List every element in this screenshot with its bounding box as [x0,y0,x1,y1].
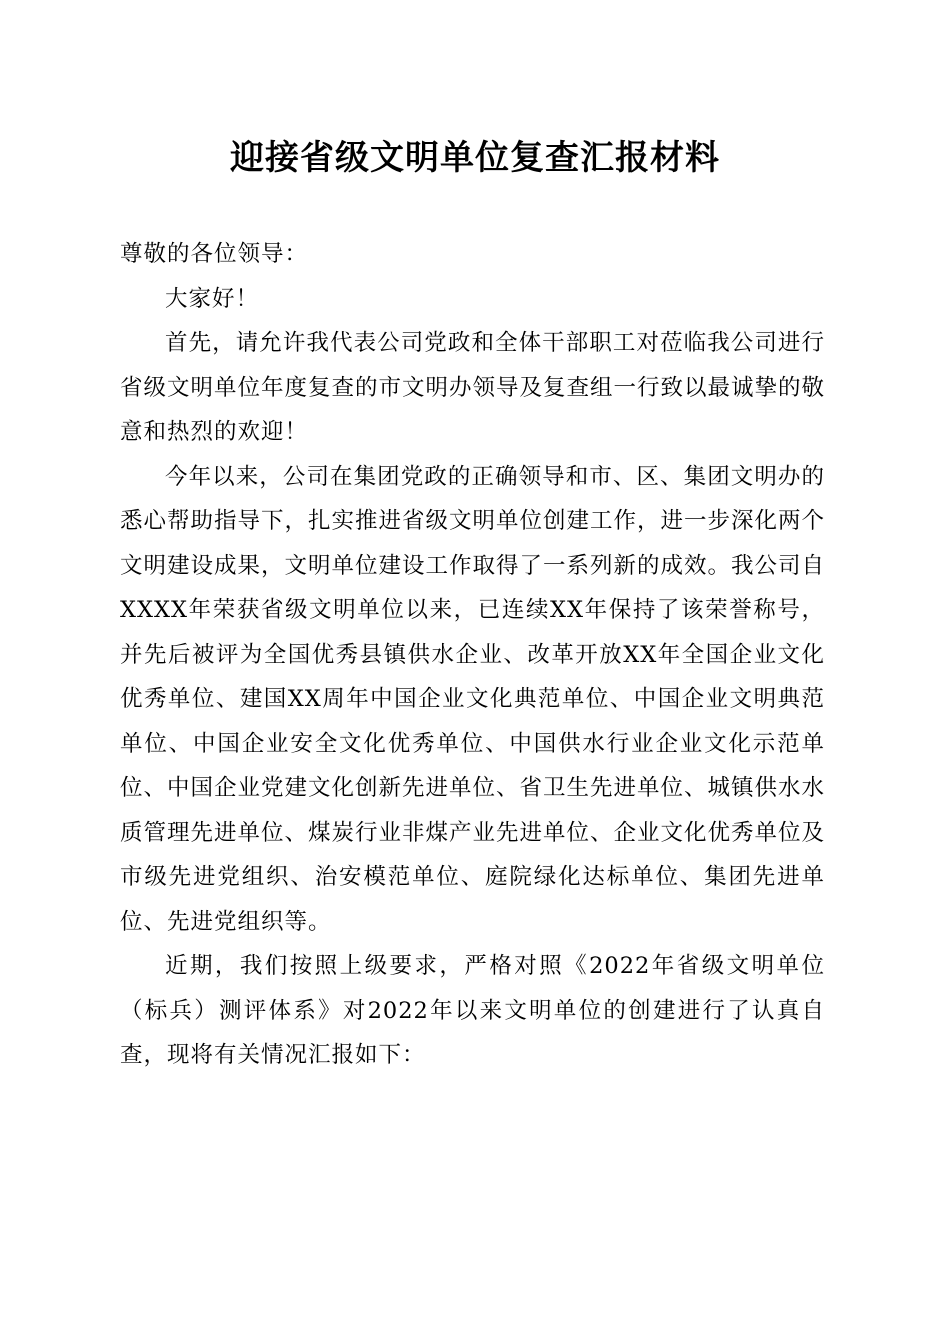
salutation: 尊敬的各位领导： [120,241,309,267]
welcome-paragraph: 首先，请允许我代表公司党政和全体干部职工对莅临我公司进行省级文明单位年度复查的市文明办领导及复查组一行致以最诚挚的敬意和热烈的欢迎！ [120,330,826,445]
greeting-paragraph: 大家好！ [165,285,260,312]
document-title: 迎接省级文明单位复查汇报材料 [230,138,720,178]
self-check-paragraph: 近期，我们按照上级要求，严格对照《2022年省级文明单位（标兵）测评体系》对2022年以来文明单位的创建进行了认真自查，现将有关情况汇报如下： [120,953,825,1068]
document-body [120,232,825,1078]
achievements-paragraph: 今年以来，公司在集团党政的正确领导和市、区、集团文明办的悉心帮助指导下，扎实推进省级文明单位创建工作，进一步深化两个文明建设成果，文明单位建设工作取得了一系列新的成效。我公司自XXXX年荣获省级文明单位以来，已连续XX年保持了该荣誉称号，并先后被评为全国优秀县镇供水企业、改革开放XX年全国企业文化优秀单位、建国XX周年中国企业文化典范单位、中国企业文明典范单位、中国企业安全文化优秀单位、中国供水行业企业文化示范单位、中国企业党建文化创新先进单位、省卫生先进单位、城镇供水水质管理先进单位、煤炭行业非煤产业先进单位、企业文化优秀单位及市级先进党组织、治安模范单位、庭院绿化达标单位、集团先进单位、先进党组织等。 [120,463,826,935]
